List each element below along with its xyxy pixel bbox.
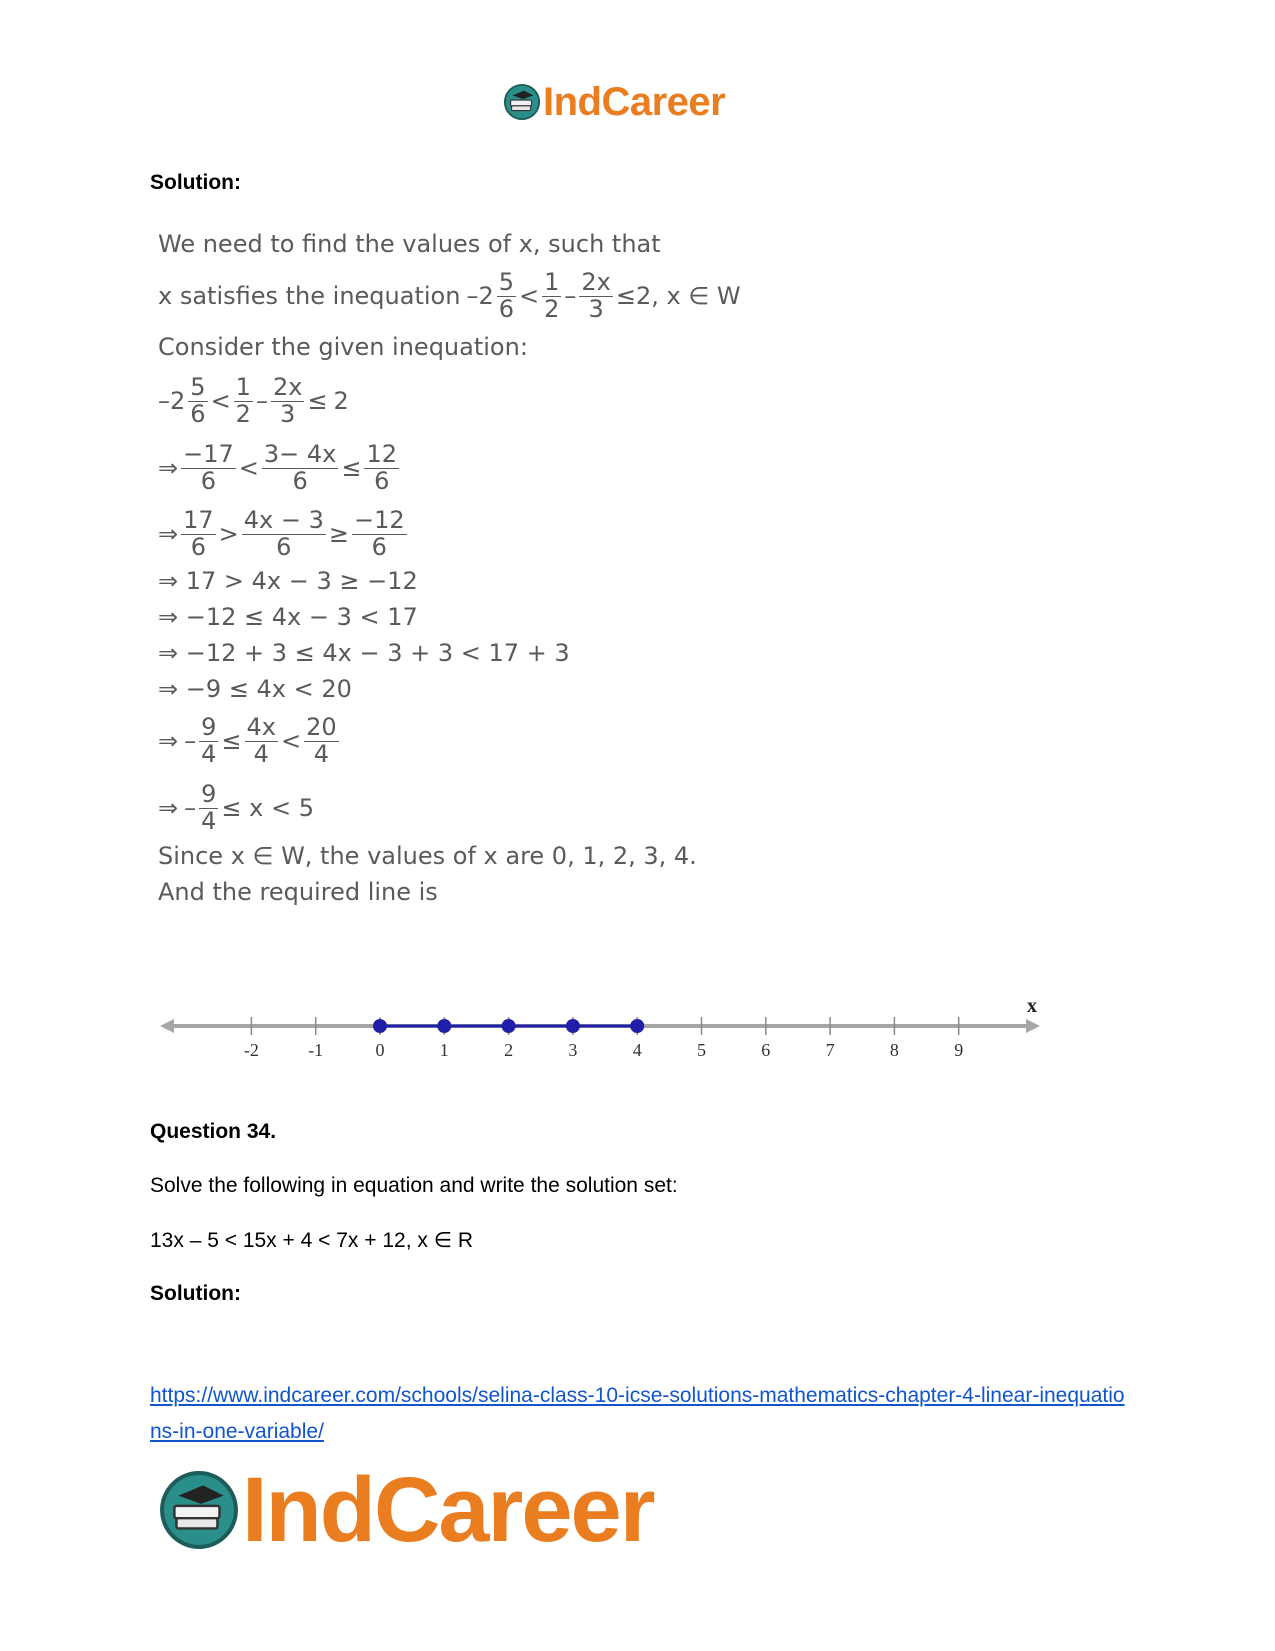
fraction: $\frac{12}{6}$	[366, 440, 398, 495]
math-symbol: –	[564, 282, 577, 310]
fraction: $\frac{5}{6}$	[190, 373, 206, 428]
math-line: Consider the given inequation:	[158, 333, 528, 361]
fraction: $\frac{3- 4x}{6}$	[263, 440, 337, 495]
tick-label: 5	[697, 1040, 706, 1060]
math-line: –2 $\frac{5}{6}$ < $\frac{1}{2}$ – $\frac{2x}{3}$ ≤ 2	[158, 373, 349, 428]
question-heading: Question 34.	[150, 1120, 277, 1143]
fraction: $\frac{4x - 3}{6}$	[243, 506, 324, 561]
tick-label: 6	[761, 1040, 771, 1060]
math-symbol: , x ∈ W	[651, 282, 741, 310]
fraction: $\frac{5}{6}$	[498, 268, 514, 323]
math-symbol: 2	[635, 282, 652, 310]
math-line: ⇒ – $\frac{9}{4}$ ≤ $\frac{4x}{4}$ < $\frac{20}{4}$	[158, 713, 337, 768]
math-line: We need to find the values of x, such that	[158, 230, 661, 258]
tick-label: 3	[568, 1040, 578, 1060]
math-line: ⇒ −12 ≤ 4x − 3 < 17	[158, 603, 418, 631]
logo-text: IndCareer	[543, 80, 726, 124]
tick-label: 8	[889, 1040, 899, 1060]
solution-point	[437, 1019, 451, 1033]
axis-label: x	[1027, 995, 1037, 1017]
tick-label: 1	[439, 1040, 449, 1060]
fraction: $\frac{9}{4}$	[201, 780, 217, 835]
math-line: ⇒ −9 ≤ 4x < 20	[158, 675, 352, 703]
math-symbol: ≤	[615, 282, 636, 310]
fraction: $\frac{2x}{3}$	[272, 373, 303, 428]
fraction: $\frac{1}{2}$	[544, 268, 560, 323]
math-line: Since x ∈ W, the values of x are 0, 1, 2, 3, 4.	[158, 842, 697, 870]
fraction: $\frac{1}{2}$	[235, 373, 251, 428]
tick-label: 9	[954, 1040, 964, 1060]
question-expression: 13x – 5 < 15x + 4 < 7x + 12, x ∈ R	[150, 1229, 473, 1252]
math-symbol: <	[519, 282, 540, 310]
tick-label: 0	[375, 1040, 385, 1060]
fraction: $\frac{20}{4}$	[306, 713, 337, 768]
tick-label: -1	[308, 1040, 324, 1060]
math-line: ⇒ – $\frac{9}{4}$ ≤ x < 5	[158, 780, 314, 835]
solution-math	[158, 230, 858, 930]
left-arrow-icon	[160, 1019, 174, 1033]
solution-point	[502, 1019, 516, 1033]
fraction: $\frac{-17}{6}$	[183, 440, 234, 495]
math-line: And the required line is	[158, 878, 438, 906]
fraction: $\frac{4x}{4}$	[246, 713, 276, 768]
fraction: $\frac{2x}{3}$	[581, 268, 611, 323]
math-line	[158, 268, 741, 323]
solution-heading: Solution:	[150, 171, 241, 194]
solution-point	[630, 1019, 644, 1033]
fraction: $\frac{9}{4}$	[201, 713, 217, 768]
tick-label: 4	[632, 1040, 642, 1060]
math-line: ⇒ $\frac{17}{6}$ > $\frac{4x - 3}{6}$ ≥ $\frac{-12}{6}$	[158, 506, 405, 561]
tick-label: -2	[243, 1040, 259, 1060]
question-text: Solve the following in equation and write the solution set:	[150, 1174, 678, 1197]
math-line: ⇒ $\frac{-17}{6}$ < $\frac{3- 4x}{6}$ ≤ $\frac{12}{6}$	[158, 440, 398, 495]
solution-point	[566, 1019, 580, 1033]
solution-heading-2: Solution:	[150, 1282, 241, 1305]
number-line	[150, 990, 1050, 1070]
math-text: x satisfies the inequation	[158, 282, 461, 310]
math-line: ⇒ 17 > 4x − 3 ≥ −12	[158, 567, 418, 595]
math-symbol: –2	[466, 282, 494, 310]
right-arrow-icon	[1026, 1019, 1040, 1033]
fraction: $\frac{17}{6}$	[183, 506, 214, 561]
header-logo	[503, 78, 725, 126]
globe-book-icon	[503, 83, 541, 121]
tick-label: 7	[825, 1040, 835, 1060]
tick-label: 2	[504, 1040, 514, 1060]
solution-point	[373, 1019, 387, 1033]
math-line: ⇒ −12 + 3 ≤ 4x − 3 + 3 < 17 + 3	[158, 639, 570, 667]
footer-logo	[158, 1458, 654, 1561]
fraction: $\frac{-12}{6}$	[353, 506, 405, 561]
logo-text: IndCareer	[242, 1458, 654, 1561]
globe-book-icon	[158, 1469, 240, 1551]
source-link[interactable]: https://www.indcareer.com/schools/selina-class-10-icse-solutions-mathematics-chapter-4-linear-inequations-in-one-variable/	[150, 1384, 1125, 1443]
